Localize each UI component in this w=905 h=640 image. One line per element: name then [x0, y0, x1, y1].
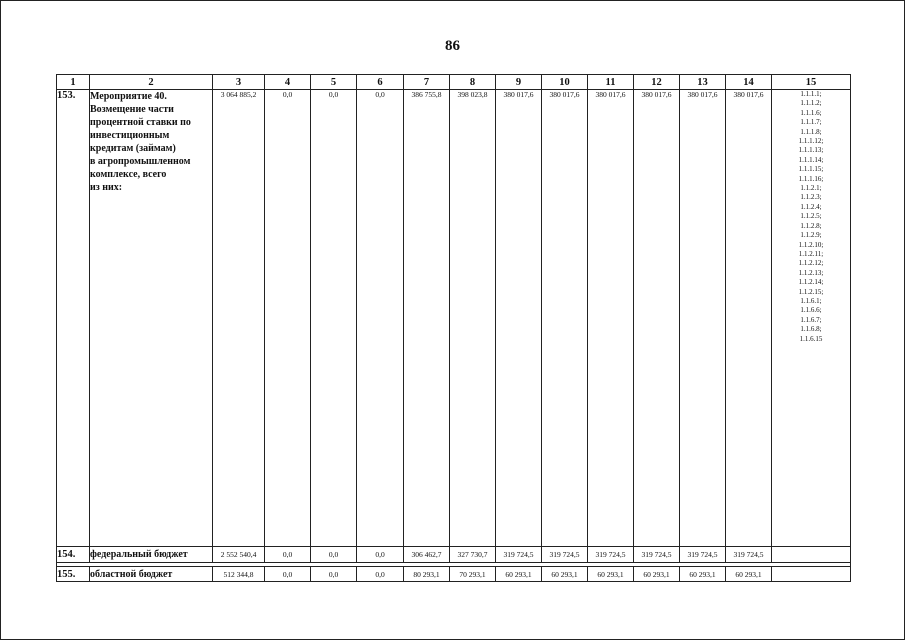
column-header: 8	[450, 75, 496, 90]
cell-value: 319 724,5	[496, 547, 542, 563]
code-item: 1.1.2.14;	[798, 278, 824, 287]
cell-value: 306 462,7	[404, 547, 450, 563]
column-header: 1	[57, 75, 90, 90]
indicator-codes	[772, 547, 851, 563]
cell-value: 0,0	[357, 547, 404, 563]
table-row	[57, 547, 851, 563]
table-row	[57, 567, 851, 582]
cell-value: 80 293,1	[404, 567, 450, 582]
row-name-line: кредитам (займам)	[90, 143, 176, 154]
cell-value: 60 293,1	[634, 567, 680, 582]
cell-value: 0,0	[357, 90, 404, 547]
column-header: 7	[404, 75, 450, 90]
code-item: 1.1.1.6;	[800, 108, 822, 117]
code-item: 1.1.2.9;	[800, 231, 822, 240]
cell-value: 3 064 885,2	[213, 90, 265, 547]
cell-value: 60 293,1	[680, 567, 726, 582]
page-number: 86	[445, 38, 460, 54]
code-item: 1.1.2.5;	[800, 212, 822, 221]
cell-value: 0,0	[357, 567, 404, 582]
column-header: 12	[634, 75, 680, 90]
cell-value: 380 017,6	[496, 90, 542, 547]
code-item: 1.1.2.8;	[800, 221, 822, 230]
cell-value: 0,0	[265, 90, 311, 547]
cell-value: 0,0	[265, 547, 311, 563]
code-item: 1.1.2.3;	[800, 193, 822, 202]
cell-value: 0,0	[311, 90, 357, 547]
cell-value: 319 724,5	[726, 547, 772, 563]
row-number: 154.	[57, 547, 90, 563]
column-header: 6	[357, 75, 404, 90]
code-item: 1.1.6.6;	[800, 306, 822, 315]
row-name	[90, 90, 213, 547]
code-item: 1.1.1.2;	[800, 99, 822, 108]
code-item: 1.1.2.4;	[800, 202, 822, 211]
cell-value: 319 724,5	[634, 547, 680, 563]
code-item: 1.1.6.15	[799, 334, 823, 343]
cell-value: 386 755,8	[404, 90, 450, 547]
code-item: 1.1.2.13;	[798, 268, 824, 277]
cell-value: 319 724,5	[588, 547, 634, 563]
code-item: 1.1.1.13;	[798, 146, 824, 155]
budget-table	[56, 74, 851, 582]
row-name: областной бюджет	[90, 567, 213, 582]
indicator-codes	[772, 90, 851, 547]
row-name-line: Возмещение части	[90, 104, 174, 115]
cell-value: 60 293,1	[726, 567, 772, 582]
code-item: 1.1.1.12;	[798, 137, 824, 146]
cell-value: 319 724,5	[542, 547, 588, 563]
cell-value: 380 017,6	[726, 90, 772, 547]
cell-value: 60 293,1	[542, 567, 588, 582]
code-item: 1.1.1.16;	[798, 174, 824, 183]
code-item: 1.1.2.12;	[798, 259, 824, 268]
cell-value: 70 293,1	[450, 567, 496, 582]
column-header: 5	[311, 75, 357, 90]
code-item: 1.1.1.8;	[800, 127, 822, 136]
code-item: 1.1.2.1;	[800, 184, 822, 193]
cell-value: 398 023,8	[450, 90, 496, 547]
code-item: 1.1.2.15;	[798, 287, 824, 296]
cell-value: 327 730,7	[450, 547, 496, 563]
column-header: 9	[496, 75, 542, 90]
row-name-line: инвестиционным	[90, 130, 170, 141]
column-header: 3	[213, 75, 265, 90]
column-header: 14	[726, 75, 772, 90]
row-name-line: комплексе, всего	[90, 169, 167, 180]
indicator-codes	[772, 567, 851, 582]
column-header: 11	[588, 75, 634, 90]
cell-value: 60 293,1	[588, 567, 634, 582]
cell-value: 0,0	[311, 547, 357, 563]
cell-value: 512 344,8	[213, 567, 265, 582]
code-item: 1.1.1.7;	[800, 118, 822, 127]
code-item: 1.1.6.1;	[800, 296, 822, 305]
cell-value: 380 017,6	[542, 90, 588, 547]
cell-value: 60 293,1	[496, 567, 542, 582]
code-item: 1.1.2.11;	[798, 249, 824, 258]
table-row	[57, 90, 851, 547]
column-header: 4	[265, 75, 311, 90]
code-item: 1.1.6.8;	[800, 325, 822, 334]
code-item: 1.1.1.1;	[800, 90, 822, 98]
header-row	[57, 75, 851, 90]
code-item: 1.1.6.7;	[800, 315, 822, 324]
column-header: 2	[90, 75, 213, 90]
cell-value: 380 017,6	[634, 90, 680, 547]
cell-value: 0,0	[265, 567, 311, 582]
row-name-line: процентной ставки по	[90, 117, 191, 128]
row-name-line: в агропромышленном	[90, 156, 191, 167]
cell-value: 0,0	[311, 567, 357, 582]
code-item: 1.1.2.10;	[798, 240, 824, 249]
column-header: 13	[680, 75, 726, 90]
code-item: 1.1.1.14;	[798, 155, 824, 164]
column-header: 10	[542, 75, 588, 90]
cell-value: 380 017,6	[680, 90, 726, 547]
cell-value: 380 017,6	[588, 90, 634, 547]
row-name-line: из них:	[90, 182, 123, 193]
row-name: федеральный бюджет	[90, 547, 213, 563]
code-item: 1.1.1.15;	[798, 165, 824, 174]
cell-value: 2 552 540,4	[213, 547, 265, 563]
column-header: 15	[772, 75, 851, 90]
row-name-line: Мероприятие 40.	[90, 91, 167, 102]
row-number: 155.	[57, 567, 90, 582]
cell-value: 319 724,5	[680, 547, 726, 563]
row-number: 153.	[57, 90, 90, 547]
